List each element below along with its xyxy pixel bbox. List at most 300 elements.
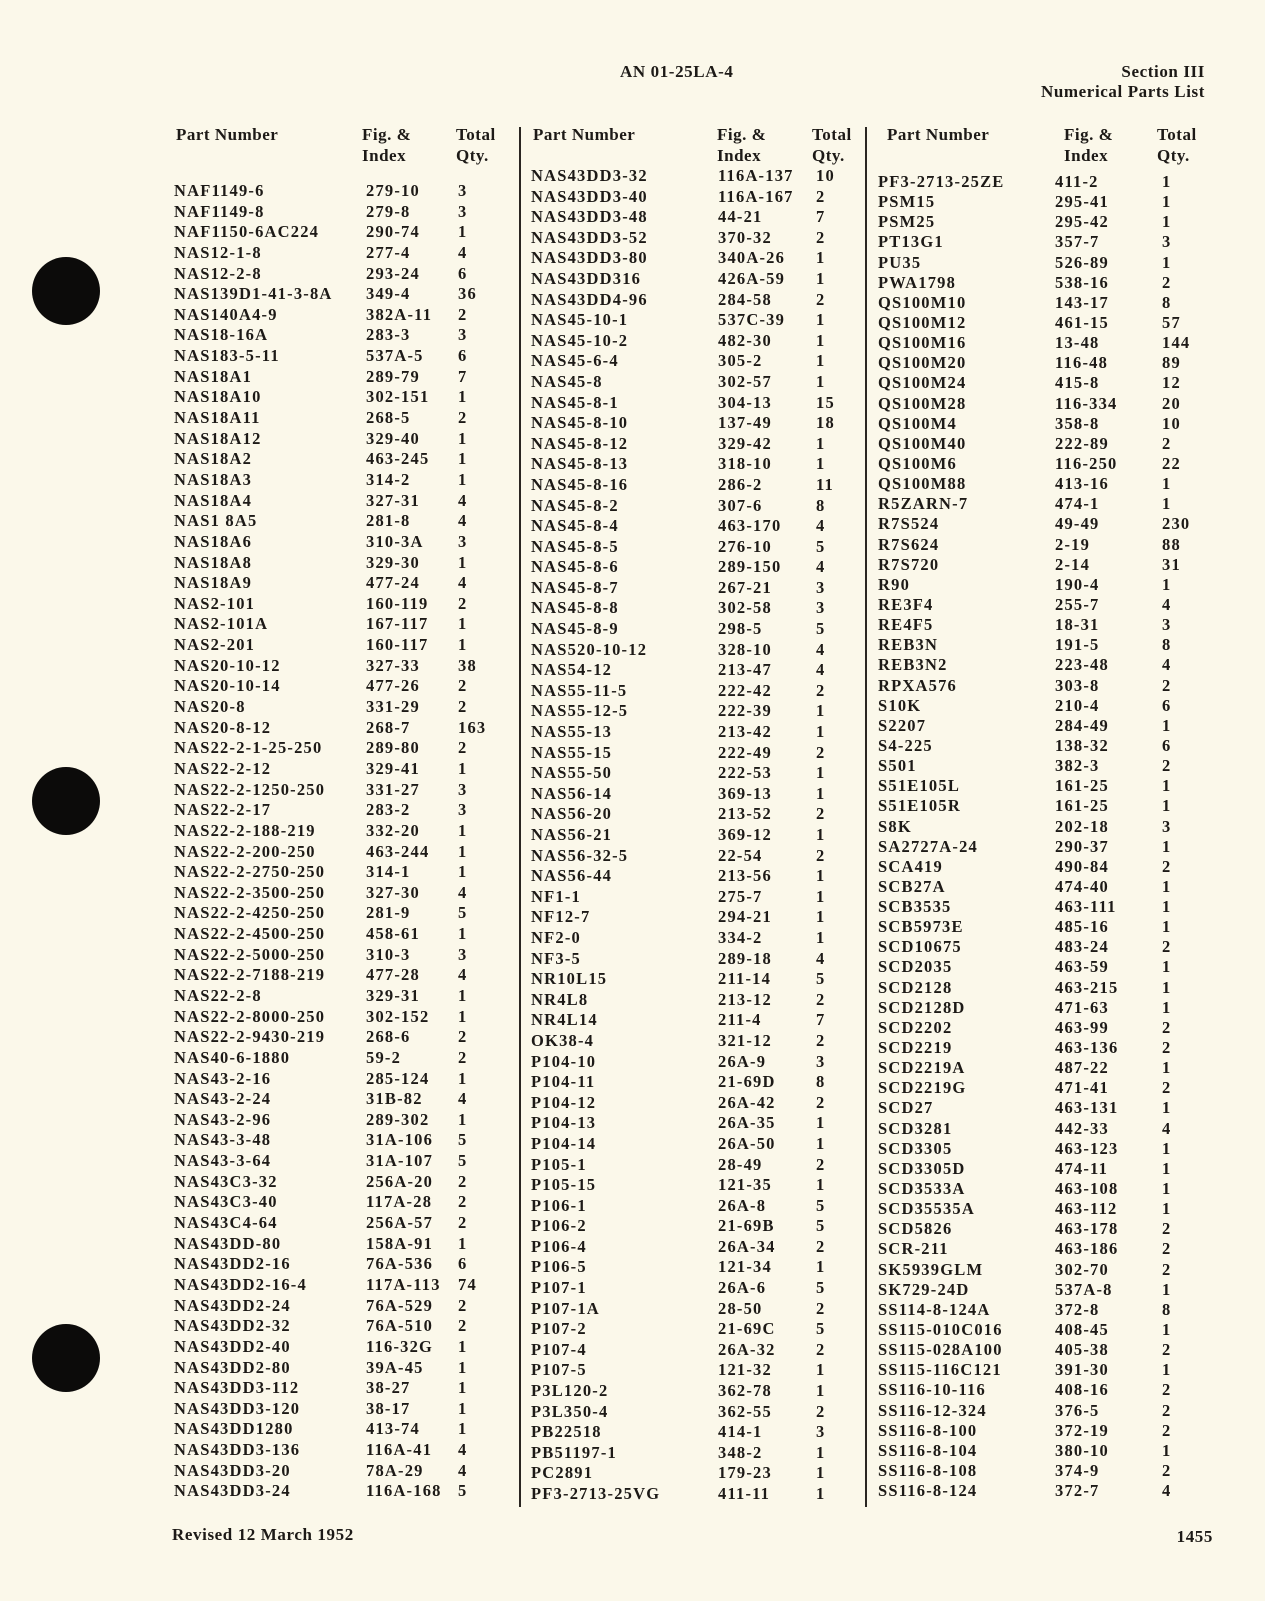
fig-index: 408-45 [1055,1320,1109,1340]
fig-index: 372-8 [1055,1299,1100,1319]
part-number: PB51197-1 [531,1442,617,1462]
total-qty: 4 [816,948,826,968]
part-number: NAS43DD4-96 [531,289,648,309]
total-qty: 4 [816,557,826,577]
fig-index: 477-24 [366,573,420,593]
total-qty: 88 [1162,534,1181,554]
total-qty: 1 [1162,1360,1172,1380]
fig-index: 275-7 [718,886,763,906]
total-qty: 1 [816,866,826,886]
fig-index: 303-8 [1055,675,1100,695]
total-qty: 2 [816,1030,826,1050]
part-number: NAS18A6 [174,531,253,551]
fig-index: 477-26 [366,676,420,696]
part-number: P106-5 [531,1257,587,1277]
fig-index: 331-29 [366,697,420,717]
total-qty: 1 [816,1175,826,1195]
part-number: REB3N [878,635,939,655]
fig-index: 222-39 [718,701,772,721]
fig-index-header [1064,124,1113,166]
part-number: R5ZARN-7 [878,494,969,514]
total-qty: 4 [458,1460,468,1480]
total-qty: 1 [458,841,468,861]
part-number: PSM25 [878,212,936,232]
fig-index: 283-3 [366,325,411,345]
fig-index: 302-58 [718,598,772,618]
fig-index: 76A-510 [366,1316,434,1336]
part-number: NR10L15 [531,969,608,989]
total-qty: 1 [458,222,468,242]
total-qty: 3 [458,779,468,799]
fig-index: 31B-82 [366,1089,423,1109]
total-qty: 1 [1162,897,1172,917]
fig-index: 362-55 [718,1401,772,1421]
revision-date: Revised 12 March 1952 [172,1525,354,1544]
total-qty: 1 [816,907,826,927]
part-number: NAS18A3 [174,469,253,489]
fig-index: 117A-113 [366,1274,441,1294]
total-qty: 1 [816,1484,826,1503]
fig-index: 160-119 [366,593,429,613]
fig-header-line2: Index [1064,146,1109,165]
total-qty: 3 [458,325,468,345]
part-number: P3L120-2 [531,1381,609,1401]
total-qty: 5 [816,1216,826,1236]
fig-index: 321-12 [718,1030,772,1050]
total-qty: 74 [458,1274,477,1294]
part-number: QS100M24 [878,373,967,393]
fig-index: 302-151 [366,387,430,407]
total-qty: 1 [816,1360,826,1380]
part-number: NAS45-8-2 [531,495,619,515]
part-number: R90 [878,574,911,594]
part-number: NAS22-2-12 [174,758,272,778]
part-number: NAS22-2-4500-250 [174,924,326,944]
part-number: NAS45-10-1 [531,310,629,330]
fig-index: 279-10 [366,181,420,200]
part-number: R7S524 [878,514,940,534]
fig-index: 471-63 [1055,997,1109,1017]
part-number: NAS45-8-1 [531,392,619,412]
part-number: QS100M16 [878,333,967,353]
fig-index: 268-6 [366,1027,411,1047]
section-label: Section III [1121,62,1205,81]
part-number: SCD27 [878,1098,934,1118]
part-number: SK729-24D [878,1279,970,1299]
total-qty: 1 [458,614,468,634]
part-number: NF3-5 [531,948,581,968]
fig-index: 31A-106 [366,1130,434,1150]
total-qty: 15 [816,392,835,412]
fig-index: 327-30 [366,882,420,902]
fig-index: 318-10 [718,454,772,474]
fig-index: 474-1 [1055,494,1100,514]
fig-index: 222-42 [718,680,772,700]
total-qty: 2 [1162,1340,1172,1360]
fig-index: 458-61 [366,924,420,944]
total-qty: 2 [816,1298,826,1318]
total-qty: 1 [1162,836,1172,856]
total-qty: 1 [1162,1158,1172,1178]
total-qty: 1 [458,449,468,469]
fig-index: 222-53 [718,763,772,783]
total-qty: 1 [1162,977,1172,997]
total-qty: 2 [816,1401,826,1421]
part-number: P104-13 [531,1113,597,1133]
total-qty: 2 [816,989,826,1009]
total-qty: 6 [1162,735,1172,755]
total-qty: 1 [458,1068,468,1088]
total-qty: 8 [816,1072,826,1092]
part-number: NAS54-12 [531,660,613,680]
part-number: NAS43DD3-20 [174,1460,291,1480]
part-number: SS116-8-108 [878,1461,978,1480]
part-number: RE4F5 [878,615,934,635]
total-qty: 1 [1162,1138,1172,1158]
fig-index: 362-78 [718,1381,772,1401]
part-number: NAS43DD3-40 [531,186,648,206]
part-number: SS115-116C121 [878,1360,1002,1380]
total-qty: 5 [458,903,468,923]
part-number: NAS20-8 [174,697,246,717]
total-qty: 1 [816,927,826,947]
total-qty: 5 [458,1130,468,1150]
part-number: NAS43C3-40 [174,1192,278,1212]
fig-index: 285-124 [366,1068,430,1088]
fig-index: 471-41 [1055,1078,1109,1098]
fig-index: 279-8 [366,201,411,221]
fig-index: 222-89 [1055,433,1109,453]
total-qty: 1 [1162,212,1172,232]
fig-index: 267-21 [718,577,772,597]
fig-index: 117A-28 [366,1192,433,1212]
fig-index: 463-123 [1055,1138,1119,1158]
total-qty: 2 [1162,856,1172,876]
part-number: NAS45-8-7 [531,577,619,597]
total-qty: 2 [458,738,468,758]
total-qty: 2 [816,804,826,824]
fig-index-header [717,124,766,166]
fig-header-line2: Index [362,146,407,165]
total-qty: 2 [458,1027,468,1047]
part-number: P106-2 [531,1216,587,1236]
fig-index: 329-41 [366,758,420,778]
qty-header-line1: Total [812,125,852,144]
fig-index: 137-49 [718,413,772,433]
fig-index: 327-33 [366,655,420,675]
part-number: NF1-1 [531,886,581,906]
fig-index: 179-23 [718,1463,772,1483]
fig-index: 160-117 [366,635,429,655]
part-number: NAS18A4 [174,490,253,510]
part-number: SCD3281 [878,1118,953,1138]
part-number: RPXA576 [878,675,957,695]
part-number: SCD10675 [878,937,962,957]
part-number: PSM15 [878,192,936,212]
part-number: PF3-2713-25VG [531,1484,661,1503]
fig-index: 276-10 [718,536,772,556]
total-qty: 1 [816,330,826,350]
fig-index: 256A-57 [366,1213,434,1233]
total-qty: 2 [816,680,826,700]
fig-index: 314-1 [366,862,411,882]
part-number: NAS45-8-12 [531,433,629,453]
part-number: NAS43DD2-16 [174,1254,291,1274]
part-number: REB3N2 [878,655,948,675]
fig-index: 413-16 [1055,474,1109,494]
total-qty: 2 [1162,1461,1172,1480]
total-qty: 1 [816,268,826,288]
total-qty: 3 [458,201,468,221]
total-qty: 4 [458,882,468,902]
part-number: NR4L14 [531,1010,598,1030]
total-qty: 1 [1162,252,1172,272]
part-number: NAS43DD1280 [174,1419,294,1439]
part-number: P106-1 [531,1195,587,1215]
fig-index: 302-152 [366,1006,430,1026]
part-number: NAS22-2-7188-219 [174,965,326,985]
total-qty: 1 [1162,474,1172,494]
fig-index: 314-2 [366,469,411,489]
fig-index: 284-49 [1055,715,1109,735]
total-qty: 3 [458,800,468,820]
total-qty: 5 [816,969,826,989]
part-number: PT13G1 [878,232,944,252]
total-qty: 3 [458,531,468,551]
fig-index: 116A-41 [366,1440,433,1460]
part-number: P106-4 [531,1236,587,1256]
total-qty: 1 [458,635,468,655]
fig-index: 526-89 [1055,252,1109,272]
fig-index: 38-17 [366,1398,411,1418]
total-qty: 36 [458,284,477,304]
fig-index: 281-8 [366,511,411,531]
fig-index: 463-245 [366,449,430,469]
fig-index: 116-334 [1055,393,1118,413]
fig-index: 293-24 [366,263,420,283]
total-qty: 163 [458,717,487,737]
fig-index: 116A-137 [718,166,794,185]
total-qty: 1 [1162,1279,1172,1299]
part-number: S51E105L [878,776,961,796]
total-qty: 3 [816,1051,826,1071]
total-qty: 3 [816,577,826,597]
fig-index: 121-32 [718,1360,772,1380]
total-qty: 1 [1162,1179,1172,1199]
total-qty: 1 [1162,1058,1172,1078]
total-qty: 3 [816,1422,826,1442]
total-qty: 1 [458,1419,468,1439]
fig-index: 442-33 [1055,1118,1109,1138]
part-number: PWA1798 [878,272,957,292]
fig-index: 340A-26 [718,248,786,268]
total-qty: 2 [458,697,468,717]
part-number: NAS45-8-16 [531,474,629,494]
qty-header-line2: Qty. [812,146,845,165]
fig-index: 307-6 [718,495,763,515]
part-number: QS100M88 [878,474,967,494]
fig-index: 26A-9 [718,1051,767,1071]
fig-index: 477-28 [366,965,420,985]
total-qty: 2 [1162,1259,1172,1279]
part-number: NAS183-5-11 [174,346,280,366]
part-number: SCD2128 [878,977,953,997]
part-number: SS116-8-104 [878,1440,978,1460]
total-qty: 2 [816,742,826,762]
fig-index: 463-178 [1055,1219,1119,1239]
part-number: NF2-0 [531,927,581,947]
part-number: NAS43-2-24 [174,1089,272,1109]
total-qty: 2 [816,1092,826,1112]
part-number: NAS55-13 [531,722,613,742]
part-number: NAS20-8-12 [174,717,272,737]
total-qty: 4 [816,639,826,659]
part-number: NAS18A2 [174,449,253,469]
column-divider [519,127,521,1507]
part-number: SCD3533A [878,1179,966,1199]
fig-index: 329-31 [366,985,420,1005]
total-qty: 8 [1162,1299,1172,1319]
total-qty: 8 [1162,292,1172,312]
total-qty: 2 [1162,1078,1172,1098]
fig-index: 463-59 [1055,957,1109,977]
total-qty: 2 [458,1192,468,1212]
total-qty: 2 [1162,1400,1172,1420]
binder-hole [32,257,100,325]
fig-index: 28-49 [718,1154,763,1174]
part-number: NAS43DD2-40 [174,1336,291,1356]
total-qty: 4 [816,516,826,536]
part-number: S501 [878,756,917,776]
total-qty: 4 [1162,594,1172,614]
fig-index: 369-12 [718,825,772,844]
total-qty: 6 [458,346,468,366]
fig-index: 76A-529 [366,1295,434,1315]
fig-index: 482-30 [718,330,772,350]
part-number: P3L350-4 [531,1401,609,1421]
part-number: QS100M4 [878,413,957,433]
total-qty: 4 [458,511,468,531]
part-number: SCD2219G [878,1078,967,1098]
total-qty: 3 [816,598,826,618]
total-qty: 1 [458,985,468,1005]
part-number: P104-12 [531,1092,597,1112]
total-qty: 20 [1162,393,1181,413]
qty-header-line1: Total [1157,125,1197,144]
fig-index: 329-30 [366,552,420,572]
part-number: NAS43DD3-48 [531,207,648,227]
part-number: NAS43-2-16 [174,1068,272,1088]
fig-index: 411-11 [718,1484,771,1503]
fig-index: 357-7 [1055,232,1100,252]
part-number: NAS22-2-8 [174,985,262,1005]
part-number: NAF1150-6AC224 [174,222,320,242]
part-number: PU35 [878,252,922,272]
fig-index: 328-10 [718,639,772,659]
fig-index: 463-136 [1055,1038,1119,1058]
part-number: NAS43DD3-120 [174,1398,301,1418]
part-number: NAS43DD2-32 [174,1316,291,1336]
part-number: NAS43DD3-32 [531,166,648,185]
part-number: NAS22-2-200-250 [174,841,316,861]
part-number: NAS45-8-10 [531,413,629,433]
fig-index: 305-2 [718,351,763,371]
fig-index: 213-42 [718,722,772,742]
part-number: P104-10 [531,1051,597,1071]
part-number: NAS20-10-14 [174,676,281,696]
total-qty: 6 [458,1254,468,1274]
total-qty: 1 [816,1381,826,1401]
fig-index: 277-4 [366,242,411,262]
part-number: NAS45-8-13 [531,454,629,474]
part-number: SCD5826 [878,1219,953,1239]
total-qty: 1 [816,433,826,453]
total-qty: 2 [1162,272,1172,292]
part-number: NAS140A4-9 [174,304,278,324]
total-qty: 2 [1162,1239,1172,1259]
fig-index: 537C-39 [718,310,786,330]
part-number: NAS43-3-64 [174,1151,272,1171]
part-number: P107-1 [531,1278,587,1298]
fig-header-line2: Index [717,146,762,165]
fig-index: 405-38 [1055,1340,1109,1360]
fig-index: 213-47 [718,660,772,680]
fig-index: 191-5 [1055,635,1100,655]
total-qty: 1 [458,1233,468,1253]
total-qty: 1 [816,722,826,742]
part-number: SCD2035 [878,957,953,977]
part-number: NAS22-2-1-25-250 [174,738,323,758]
fig-index: 268-7 [366,717,411,737]
part-number: S8K [878,816,912,836]
fig-index: 158A-91 [366,1233,434,1253]
total-qty: 2 [458,676,468,696]
fig-index: 213-52 [718,804,772,824]
total-qty: 18 [816,413,835,433]
part-number: NAS22-2-5000-250 [174,944,326,964]
part-number: SK5939GLM [878,1259,984,1279]
fig-index: 408-16 [1055,1380,1109,1400]
fig-header-line1: Fig. & [362,125,412,144]
part-number: NAS43DD3-136 [174,1440,301,1460]
qty-header-line2: Qty. [1157,146,1190,165]
total-qty: 10 [816,166,835,185]
fig-index: 116A-167 [718,186,794,206]
total-qty: 2 [458,593,468,613]
total-qty: 2 [816,289,826,309]
fig-index: 2-14 [1055,554,1091,574]
total-qty: 1 [1162,1440,1172,1460]
total-qty: 7 [816,1010,826,1030]
total-qty: 4 [458,242,468,262]
total-qty: 7 [458,366,468,386]
part-number: SCD2219A [878,1058,966,1078]
part-number: QS100M12 [878,312,967,332]
fig-index: 286-2 [718,474,763,494]
total-qty: 2 [458,1047,468,1067]
fig-index: 463-170 [718,516,782,536]
fig-index: 294-21 [718,907,772,927]
fig-index: 295-41 [1055,192,1109,212]
total-qty: 2 [1162,1038,1172,1058]
total-qty: 38 [458,655,477,675]
fig-index: 116-250 [1055,453,1118,473]
fig-index: 310-3 [366,944,411,964]
part-number: NAS18A9 [174,573,253,593]
total-qty: 1 [458,1336,468,1356]
total-qty: 4 [1162,1481,1172,1501]
total-qty: 1 [816,1442,826,1462]
